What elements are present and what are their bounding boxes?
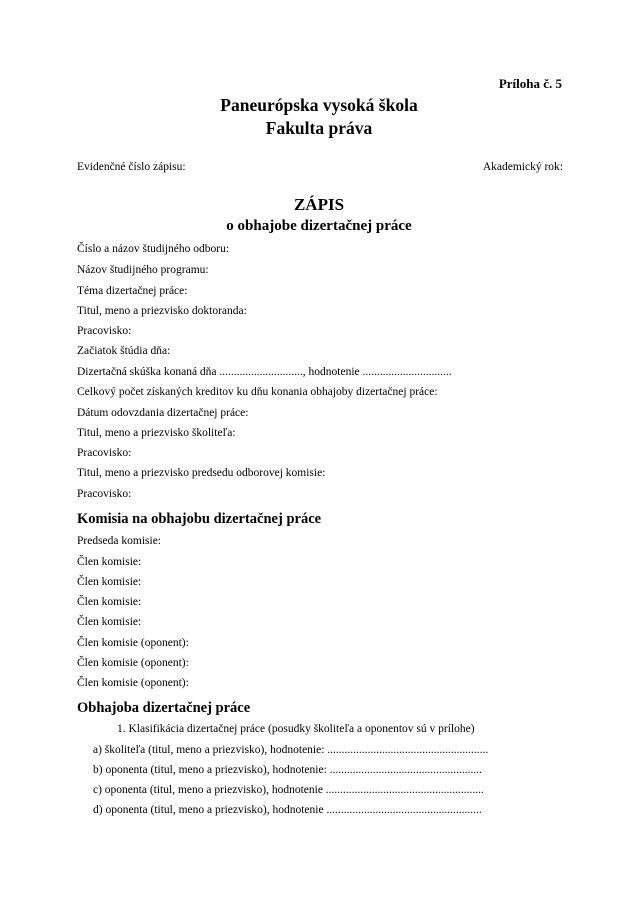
defense-heading: Obhajoba dizertačnej práce	[77, 700, 251, 716]
field-study-field: Číslo a názov študijného odboru:	[77, 243, 230, 255]
committee-member: Člen komisie:	[77, 576, 142, 588]
committee-member: Člen komisie:	[77, 616, 142, 628]
committee-opponent: Člen komisie (oponent):	[77, 677, 189, 689]
document-title: ZÁPIS	[293, 195, 345, 214]
faculty-name: Fakulta práva	[265, 118, 373, 138]
committee-opponent: Člen komisie (oponent):	[77, 637, 189, 649]
field-study-program: Názov študijného programu:	[77, 264, 209, 276]
field-workplace: Pracovisko:	[77, 325, 132, 337]
annex-label: Príloha č. 5	[498, 76, 562, 91]
registration-number-label: Evidenčné číslo zápisu:	[77, 161, 186, 173]
field-committee-chair: Titul, meno a priezvisko predsedu odborovej komisie:	[77, 467, 326, 479]
field-chair-workplace: Pracovisko:	[77, 488, 132, 500]
committee-opponent: Člen komisie (oponent):	[77, 657, 189, 669]
field-supervisor-workplace: Pracovisko:	[77, 447, 132, 459]
committee-member: Člen komisie:	[77, 556, 142, 568]
document-subtitle: o obhajobe dizertačnej práce	[226, 218, 412, 234]
opponent-evaluation-b: b) oponenta (titul, meno a priezvisko), hodnotenie: .....................................................	[93, 764, 483, 776]
defense-classification-item: 1. Klasifikácia dizertačnej práce (posudky školiteľa a oponentov sú v prílohe)	[117, 723, 475, 735]
field-submission-date: Dátum odovzdania dizertačnej práce:	[77, 407, 249, 419]
opponent-evaluation-d: d) oponenta (titul, meno a priezvisko), hodnotenie ......................................................	[93, 804, 482, 816]
opponent-evaluation-c: c) oponenta (titul, meno a priezvisko), hodnotenie .......................................................	[93, 784, 484, 796]
field-supervisor: Titul, meno a priezvisko školiteľa:	[77, 427, 236, 439]
field-dissertation-exam: Dizertačná skúška konaná dňa ............................., hodnotenie ...............................	[77, 366, 452, 378]
field-doctoral-student: Titul, meno a priezvisko doktoranda:	[77, 305, 247, 317]
committee-chair: Predseda komisie:	[77, 535, 161, 547]
registration-line	[77, 161, 563, 173]
committee-member: Člen komisie:	[77, 596, 142, 608]
committee-heading: Komisia na obhajobu dizertačnej práce	[77, 511, 322, 527]
field-thesis-topic: Téma dizertačnej práce:	[77, 285, 188, 297]
field-study-start: Začiatok štúdia dňa:	[77, 345, 171, 357]
field-total-credits: Celkový počet získaných kreditov ku dňu konania obhajoby dizertačnej práce:	[77, 386, 438, 398]
supervisor-evaluation: a) školiteľa (titul, meno a priezvisko), hodnotenie: ........................................................	[93, 744, 489, 756]
academic-year-label: Akademický rok:	[482, 161, 563, 173]
university-name: Paneurópska vysoká škola	[220, 95, 418, 115]
